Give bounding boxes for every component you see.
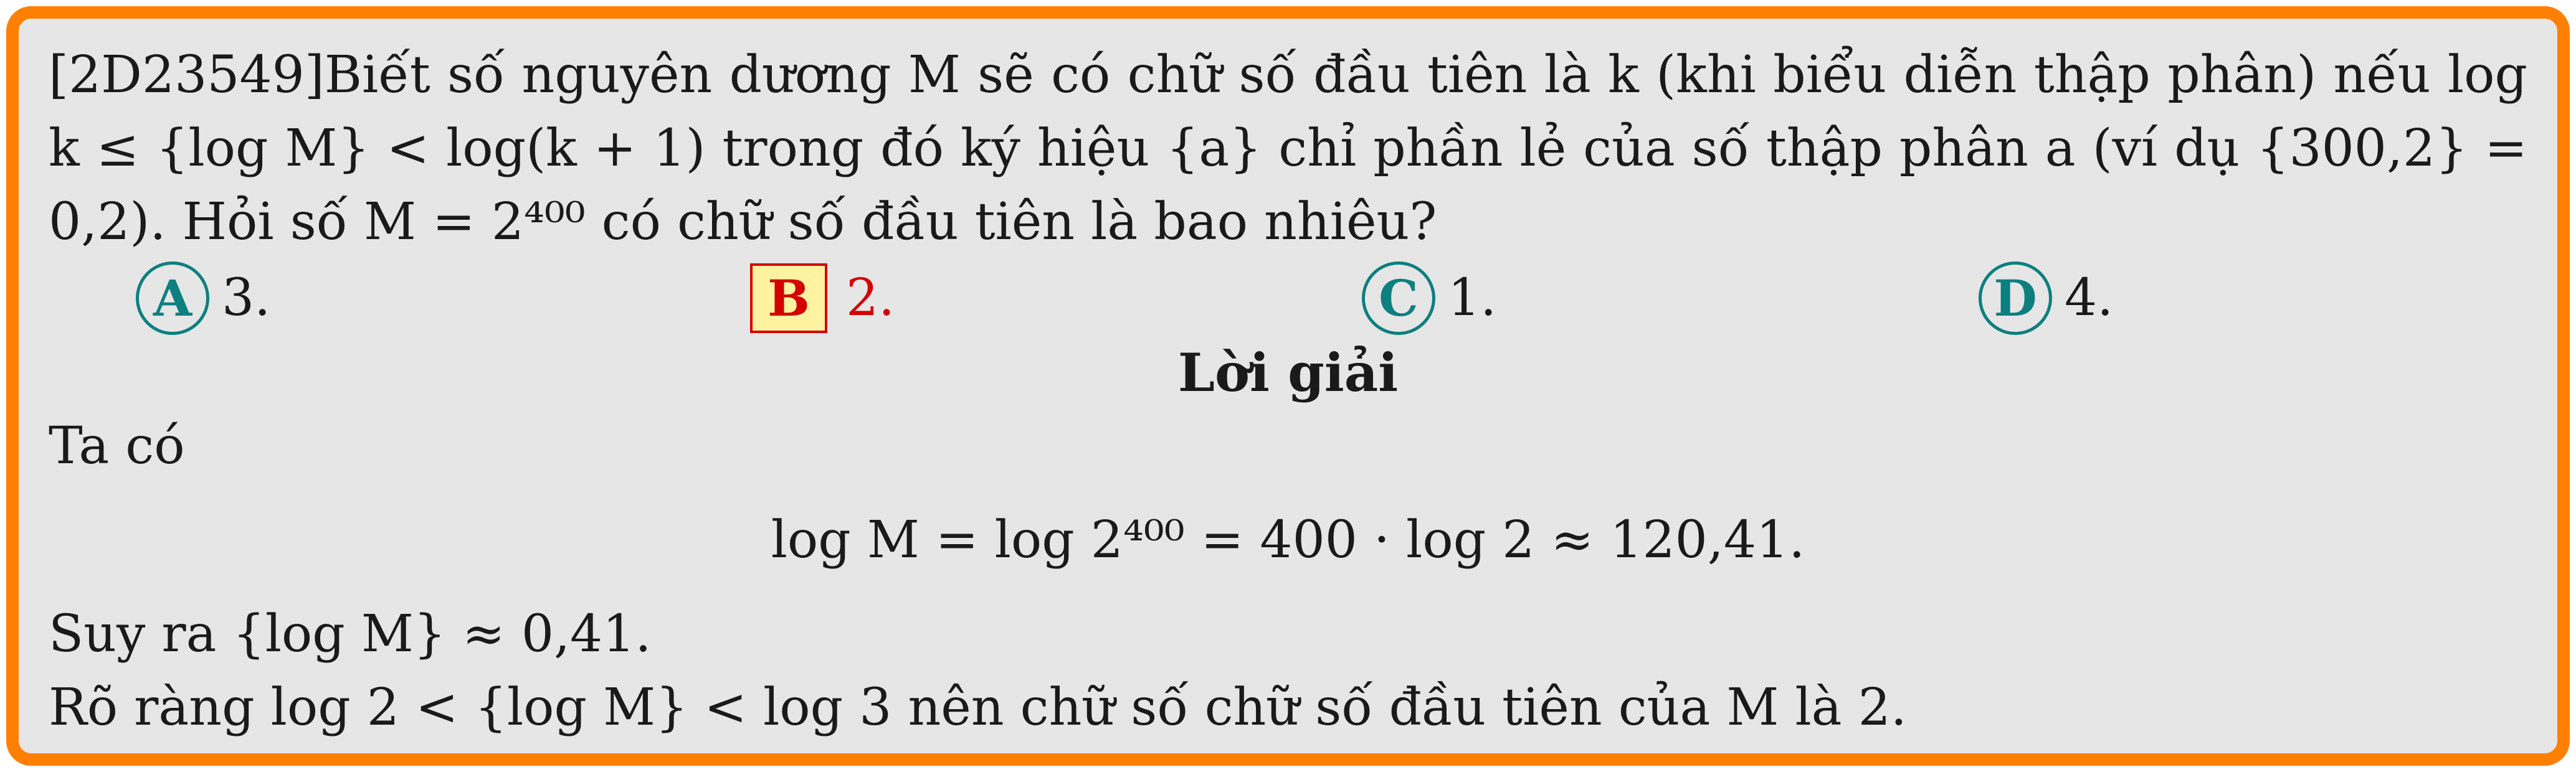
solution-equation: log M = log 2⁴⁰⁰ = 400 · log 2 ≈ 120,41. [771, 511, 1805, 570]
question-id: [2D23549] [49, 45, 325, 105]
options-row [49, 261, 2527, 342]
solution-intro: Ta có [49, 417, 185, 476]
option-c-marker: C [1362, 261, 1435, 335]
option-a-text: 3. [222, 268, 271, 327]
option-a[interactable] [136, 261, 270, 335]
question-body: Biết số nguyên dương M sẽ có chữ số đầu tiên là k (khi biểu diễn thập phân) nếu log k ≤ {log M} < log(k + 1) trong đó ký hiệu {a} chỉ phần lẻ của số thập phân a (ví dụ {300,2} = 0,2). Hỏi số M = 2⁴⁰⁰ có chữ số đầu tiên là bao nhiêu? [49, 45, 2527, 252]
question-text [49, 39, 2527, 259]
question-card [6, 6, 2570, 766]
option-c-text: 1. [1448, 268, 1497, 327]
option-d-text: 4. [2065, 268, 2114, 327]
solution-line-1: Suy ra {log M} ≈ 0,41. [49, 605, 652, 664]
option-b[interactable] [750, 261, 895, 335]
option-a-marker: A [136, 261, 209, 335]
solution-line-2: Rõ ràng log 2 < {log M} < log 3 nên chữ số chữ số đầu tiên của M là 2. [49, 678, 1907, 737]
solution-title: Lời giải [1177, 342, 1399, 403]
option-d-marker: D [1979, 261, 2052, 335]
option-b-text: 2. [846, 268, 895, 327]
option-d[interactable] [1979, 261, 2113, 335]
card-content [49, 39, 2527, 745]
option-b-marker: B [750, 263, 827, 333]
option-c[interactable] [1362, 261, 1496, 335]
